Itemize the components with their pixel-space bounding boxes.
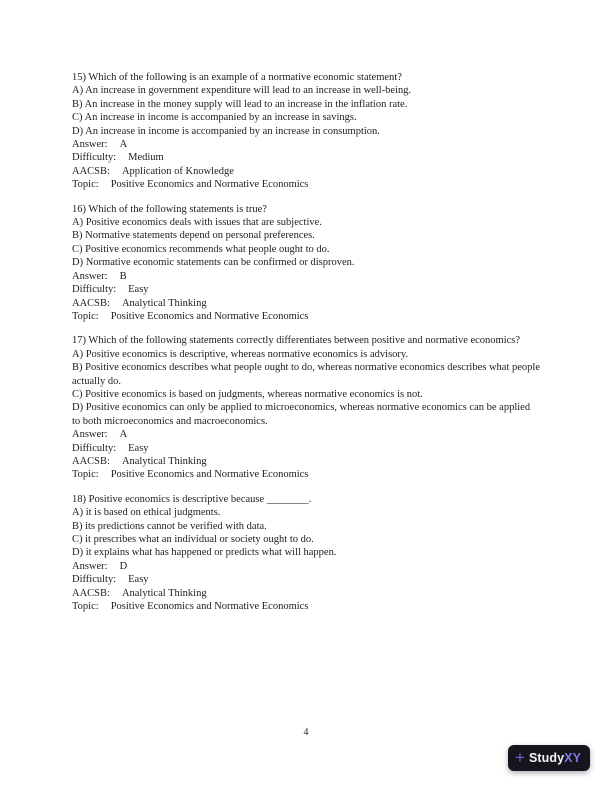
difficulty-label: Difficulty: bbox=[72, 574, 117, 586]
question-block-16 bbox=[72, 203, 540, 324]
choice-b: B) Normative statements depend on personal preferences. bbox=[72, 230, 315, 242]
aacsb-label: AACSB: bbox=[72, 587, 110, 599]
answer-line bbox=[72, 270, 540, 283]
difficulty-value: Easy bbox=[128, 574, 149, 586]
choice-d: D) Positive economics can only be applied to microeconomics, whereas normative economics can be applied to both microeconomics and macroeconomics. bbox=[72, 402, 531, 427]
document-body bbox=[72, 71, 540, 624]
answer-value: D bbox=[119, 560, 128, 572]
question-block-18 bbox=[72, 493, 540, 614]
choice-c: C) it prescribes what an individual or society ought to do. bbox=[72, 534, 314, 545]
aacsb-line bbox=[72, 587, 540, 600]
topic-line bbox=[72, 178, 540, 191]
choice-a: A) it is based on ethical judgments. bbox=[72, 507, 221, 519]
question-text: 15) Which of the following is an example of a normative economic statement? bbox=[72, 72, 402, 83]
topic-label: Topic: bbox=[72, 179, 99, 191]
answer-label: Answer: bbox=[72, 139, 108, 151]
aacsb-label: AACSB: bbox=[72, 165, 110, 177]
choice-d: D) it explains what has happened or predicts what will happen. bbox=[72, 547, 337, 559]
aacsb-value: Analytical Thinking bbox=[121, 455, 207, 467]
topic-label: Topic: bbox=[72, 601, 99, 613]
answer-value: B bbox=[119, 270, 127, 282]
topic-value: Positive Economics and Normative Economics bbox=[110, 179, 309, 191]
aacsb-value: Analytical Thinking bbox=[121, 297, 207, 309]
topic-value: Positive Economics and Normative Economics bbox=[110, 601, 309, 613]
difficulty-label: Difficulty: bbox=[72, 152, 117, 164]
answer-line bbox=[72, 560, 540, 573]
difficulty-value: Easy bbox=[128, 442, 149, 454]
aacsb-line bbox=[72, 165, 540, 178]
brand-name-accent: XY bbox=[564, 751, 582, 765]
choice-d: D) Normative economic statements can be confirmed or disproven. bbox=[72, 257, 355, 269]
brand-name-primary: Study bbox=[528, 751, 565, 765]
aacsb-line bbox=[72, 297, 540, 310]
aacsb-label: AACSB: bbox=[72, 297, 110, 309]
question-text: 17) Which of the following statements correctly differentiates between positive and normative economics? bbox=[72, 335, 521, 347]
difficulty-line bbox=[72, 573, 540, 586]
choice-c: C) Positive economics is based on judgments, whereas normative economics is not. bbox=[72, 388, 423, 400]
topic-label: Topic: bbox=[72, 469, 99, 481]
topic-value: Positive Economics and Normative Economics bbox=[110, 469, 309, 481]
choice-a: A) An increase in government expenditure will lead to an increase in well-being. bbox=[72, 85, 412, 97]
choice-d: D) An increase in income is accompanied by an increase in consumption. bbox=[72, 125, 380, 137]
answer-value: A bbox=[119, 139, 128, 151]
topic-label: Topic: bbox=[72, 310, 99, 322]
aacsb-label: AACSB: bbox=[72, 455, 110, 467]
topic-line bbox=[72, 310, 540, 323]
difficulty-value: Medium bbox=[128, 152, 164, 164]
plus-icon: + bbox=[515, 748, 525, 767]
topic-line bbox=[72, 468, 540, 481]
answer-line bbox=[72, 138, 540, 151]
aacsb-value: Application of Knowledge bbox=[121, 165, 234, 177]
question-text: 16) Which of the following statements is true? bbox=[72, 203, 267, 215]
answer-label: Answer: bbox=[72, 560, 108, 572]
choice-a: A) Positive economics is descriptive, whereas normative economics is advisory. bbox=[72, 348, 409, 360]
answer-line bbox=[72, 428, 540, 441]
difficulty-line bbox=[72, 283, 540, 296]
choice-b: B) An increase in the money supply will lead to an increase in the inflation rate. bbox=[72, 98, 408, 110]
choice-b: B) its predictions cannot be verified with data. bbox=[72, 520, 267, 532]
answer-label: Answer: bbox=[72, 270, 108, 282]
question-text: 18) Positive economics is descriptive because ________. bbox=[72, 493, 312, 505]
difficulty-line bbox=[72, 151, 540, 164]
aacsb-line bbox=[72, 455, 540, 468]
page-number: 4 bbox=[303, 727, 309, 738]
choice-b: B) Positive economics describes what people ought to do, whereas normative economics describes what people actually do. bbox=[72, 362, 540, 387]
studyxy-logo bbox=[508, 745, 590, 771]
choice-c: C) An increase in income is accompanied by an increase in savings. bbox=[72, 112, 357, 124]
question-block-15 bbox=[72, 71, 540, 192]
topic-line bbox=[72, 600, 540, 613]
difficulty-line bbox=[72, 442, 540, 455]
aacsb-value: Analytical Thinking bbox=[121, 587, 207, 599]
difficulty-label: Difficulty: bbox=[72, 442, 117, 454]
answer-value: A bbox=[119, 429, 128, 441]
choice-c: C) Positive economics recommends what people ought to do. bbox=[72, 243, 330, 255]
topic-value: Positive Economics and Normative Economics bbox=[110, 310, 309, 322]
difficulty-value: Easy bbox=[128, 284, 149, 296]
answer-label: Answer: bbox=[72, 429, 108, 441]
question-block-17 bbox=[72, 334, 540, 481]
choice-a: A) Positive economics deals with issues that are subjective. bbox=[72, 217, 322, 229]
difficulty-label: Difficulty: bbox=[72, 284, 117, 296]
